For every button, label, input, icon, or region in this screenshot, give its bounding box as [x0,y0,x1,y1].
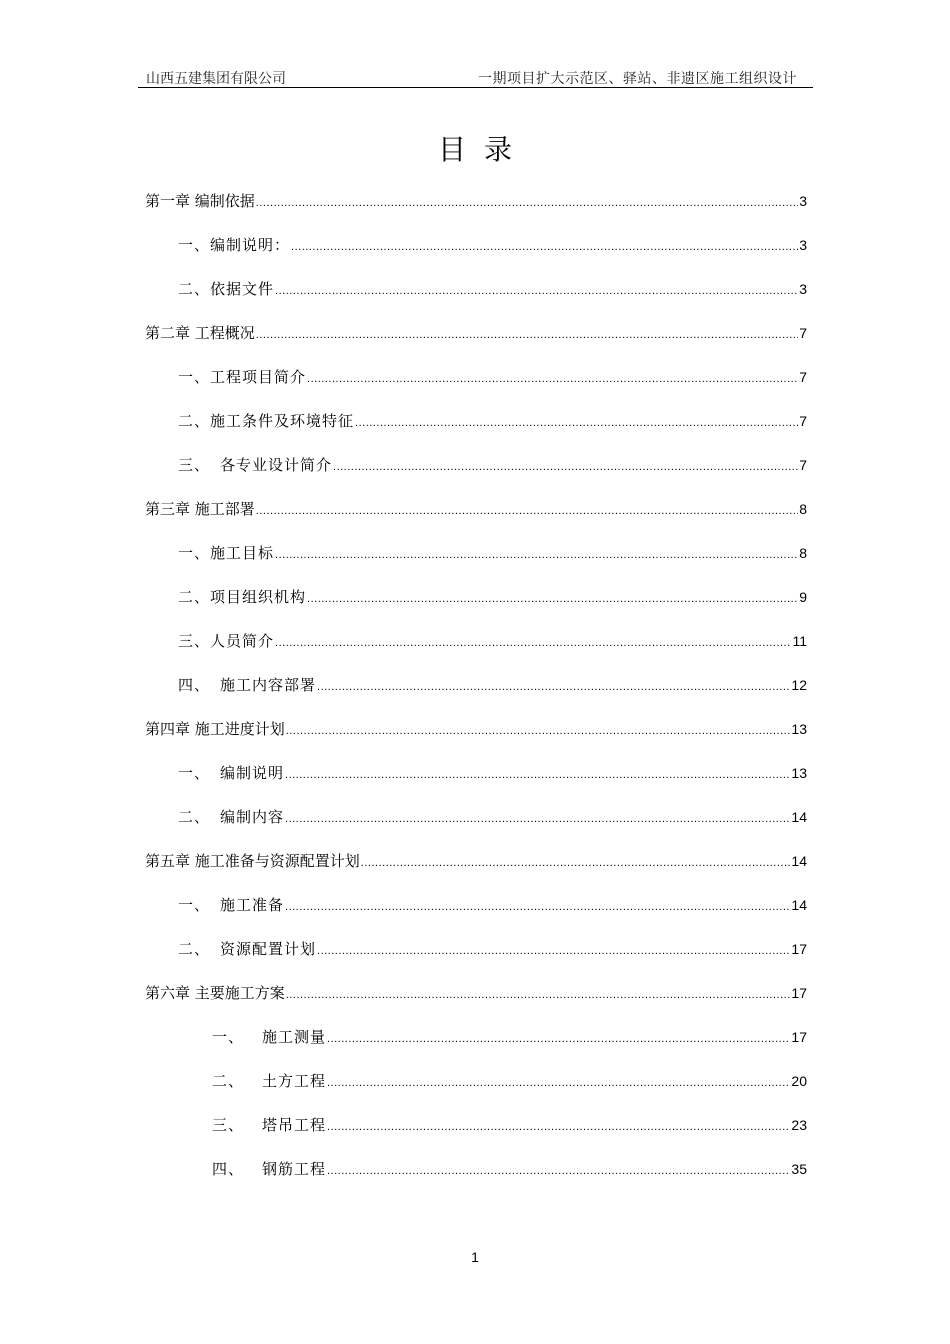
toc-leader-dots [285,901,790,913]
toc-entry[interactable] [178,410,807,432]
toc-entry[interactable] [178,938,807,960]
toc-entry-number: 第一章 [145,192,195,210]
toc-leader-dots [256,329,798,341]
toc-entry[interactable] [145,718,807,740]
toc-entry-page: 17 [791,1029,807,1045]
toc-leader-dots [275,549,798,561]
toc-entry[interactable] [212,1158,807,1180]
toc-entry-number: 三、 [212,1116,245,1134]
toc-entry[interactable] [145,190,807,212]
toc-entry[interactable] [212,1026,807,1048]
toc-entry-title: 依据文件 [210,280,275,298]
toc-entry-title: 编制依据 [194,192,255,210]
toc-leader-dots [256,197,798,209]
toc-entry[interactable] [178,234,807,256]
toc-entry-title: 施工准备 [220,896,285,914]
toc-entry-title: 钢筋工程 [262,1160,327,1178]
toc-entry-title: 施工内容部署 [220,676,317,694]
toc-entry-number: 第五章 [145,852,195,870]
toc-entry-number: 第二章 [145,324,195,342]
toc-leader-dots [327,1033,790,1045]
toc-leader-dots [307,373,798,385]
toc-entry-page: 3 [799,193,807,209]
toc-entry-title: 编制说明 [220,764,285,782]
toc-entry-number: 一、 [212,1028,245,1046]
toc-entry-number: 二、 [178,808,211,826]
toc-entry[interactable] [178,586,807,608]
toc-entry[interactable] [212,1114,807,1136]
toc-entry-number: 二、 [178,588,211,606]
toc-leader-dots [286,989,791,1001]
toc-leader-dots [286,725,791,737]
toc-entry-number: 二、 [178,940,211,958]
toc-leader-dots [327,1165,790,1177]
toc-entry-page: 13 [791,721,807,737]
toc-entry-page: 11 [792,633,807,649]
toc-entry-page: 13 [791,765,807,781]
page-header [138,62,813,88]
toc-entry-number: 一、 [178,544,211,562]
toc-entry-title: 工程项目简介 [210,368,307,386]
toc-entry-title: 施工测量 [262,1028,327,1046]
toc-leader-dots [317,945,790,957]
toc-leader-dots [327,1121,790,1133]
toc-entry[interactable] [178,278,807,300]
toc-entry-title: 塔吊工程 [262,1116,327,1134]
toc-leader-dots [317,681,790,693]
toc-entry-title: 编制说明： [210,236,291,254]
toc-entry-number: 第四章 [145,720,195,738]
toc-entry-number: 一、 [178,896,211,914]
toc-leader-dots [275,285,798,297]
toc-entry-page: 17 [791,985,807,1001]
toc-entry-number: 三、 [178,632,211,650]
toc-entry-title: 施工进度计划 [194,720,285,738]
toc-entry[interactable] [145,982,807,1004]
toc-entry-page: 3 [799,237,807,253]
toc-entry-number: 一、 [178,764,211,782]
toc-entry-title: 施工部署 [194,500,255,518]
toc-entry-title: 工程概况 [194,324,255,342]
toc-entry-title: 各专业设计简介 [220,456,333,474]
toc-entry-number: 四、 [212,1160,245,1178]
toc-entry-page: 12 [791,677,807,693]
header-company: 山西五建集团有限公司 [146,72,286,87]
toc-entry[interactable] [145,498,807,520]
page-number: 1 [471,1249,479,1265]
toc-entry-title: 土方工程 [262,1072,327,1090]
toc-entry-number: 三、 [178,456,211,474]
toc-entry-page: 3 [799,281,807,297]
toc-entry[interactable] [178,630,807,652]
toc-entry-title: 编制内容 [220,808,285,826]
toc-leader-dots [291,241,798,253]
toc-entry[interactable] [145,850,807,872]
toc-entry-page: 8 [799,545,807,561]
toc-entry[interactable] [178,806,807,828]
toc-entry-title: 资源配置计划 [220,940,317,958]
toc-leader-dots [307,593,798,605]
toc-entry[interactable] [178,894,807,916]
toc-entry-page: 20 [791,1073,807,1089]
toc-entry-page: 35 [791,1161,807,1177]
toc-entry[interactable] [178,454,807,476]
toc-entry-title: 人员简介 [210,632,275,650]
toc-entry-title: 施工条件及环境特征 [210,412,355,430]
header-document-title: 一期项目扩大示范区、驿站、非遗区施工组织设计 [478,72,797,87]
toc-entry-number: 二、 [178,280,211,298]
toc-entry[interactable] [178,762,807,784]
toc-entry-number: 第三章 [145,500,195,518]
toc-entry-number: 四、 [178,676,211,694]
toc-entry-title: 项目组织机构 [210,588,307,606]
toc-entry-title: 施工目标 [210,544,275,562]
toc-entry-page: 14 [791,809,807,825]
toc-leader-dots [275,637,791,649]
toc-leader-dots [256,505,798,517]
toc-entry-number: 二、 [178,412,211,430]
toc-leader-dots [355,417,798,429]
toc-leader-dots [285,813,790,825]
toc-entry-number: 一、 [178,368,211,386]
toc-leader-dots [361,857,791,869]
toc-entry-page: 7 [799,457,807,473]
toc-entry[interactable] [178,366,807,388]
toc-entry-number: 二、 [212,1072,245,1090]
toc-entry-page: 7 [799,369,807,385]
toc-entry-page: 8 [799,501,807,517]
toc-entry-page: 9 [799,589,807,605]
toc-entry-number: 一、 [178,236,211,254]
toc-entry[interactable] [178,674,807,696]
toc-entry-title: 主要施工方案 [194,984,285,1002]
toc-entry-page: 7 [799,325,807,341]
toc-entry-page: 23 [791,1117,807,1133]
toc-entry-page: 14 [791,853,807,869]
toc-entry[interactable] [212,1070,807,1092]
toc-entry[interactable] [178,542,807,564]
toc-entry[interactable] [145,322,807,344]
toc-entry-page: 17 [791,941,807,957]
toc-leader-dots [285,769,790,781]
toc-leader-dots [327,1077,790,1089]
toc-entry-title: 施工准备与资源配置计划 [194,852,360,870]
toc-entry-page: 7 [799,413,807,429]
toc-entry-page: 14 [791,897,807,913]
toc-entry-number: 第六章 [145,984,195,1002]
toc-title: 目录 [437,133,530,166]
toc-leader-dots [333,461,798,473]
